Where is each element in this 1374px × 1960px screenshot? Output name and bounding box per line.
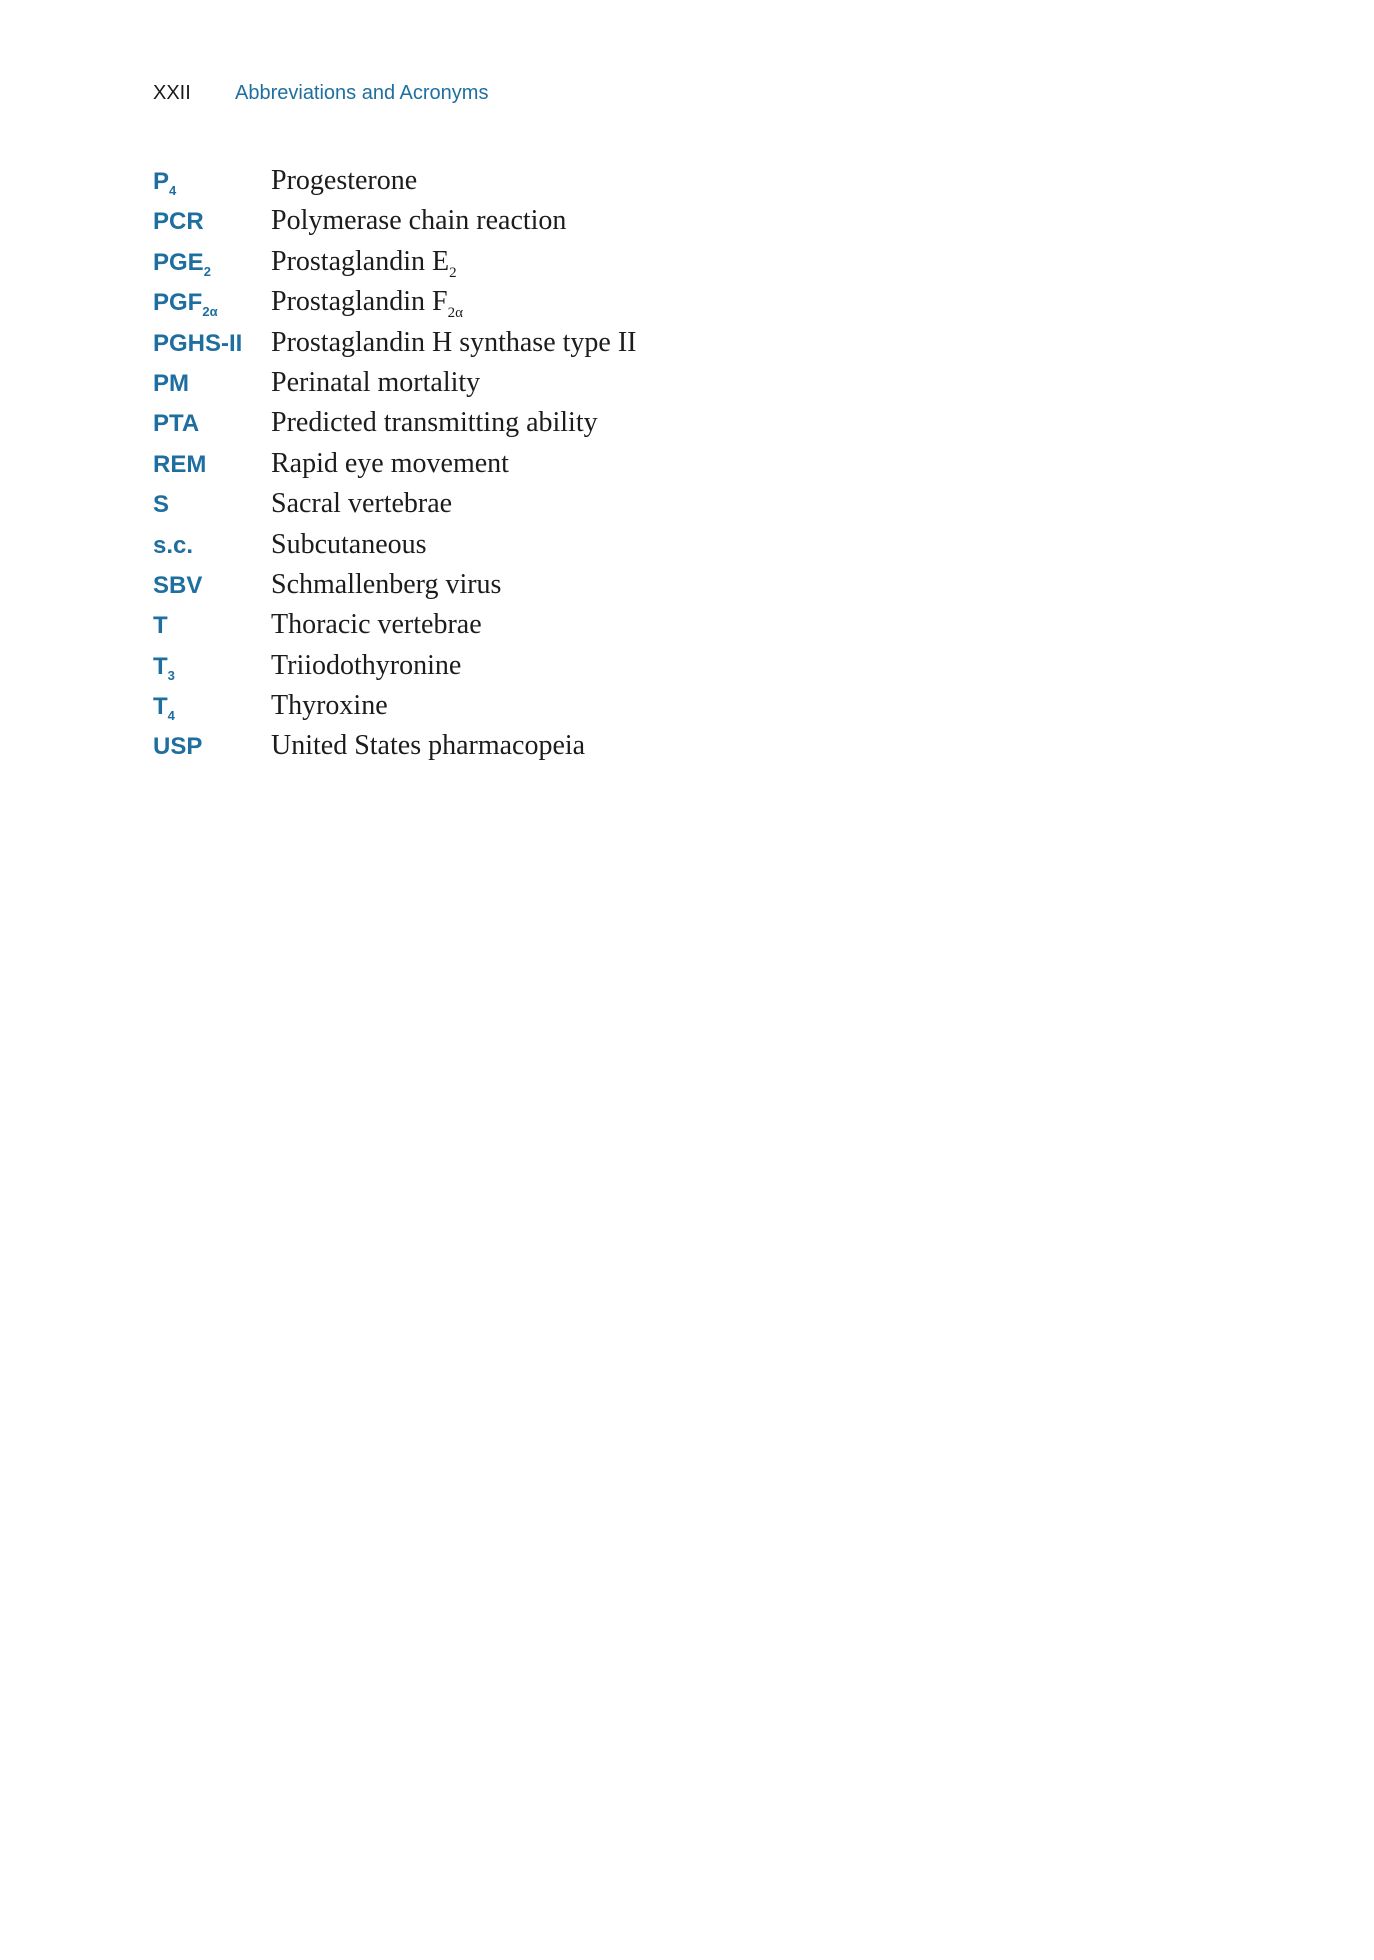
abbreviation-text: PCR	[153, 208, 204, 236]
abbreviation-entry	[153, 405, 913, 445]
definition-text: Triiodothyronine	[271, 649, 462, 681]
abbreviation-text: PGHS-II	[153, 329, 243, 357]
abbreviation-text: SBV	[153, 571, 203, 599]
abbreviation-term	[153, 167, 176, 197]
abbreviation-text: T	[153, 693, 168, 721]
abbreviation-term	[153, 571, 202, 601]
abbreviation-term	[153, 288, 218, 318]
abbreviation-definition	[271, 205, 566, 237]
abbreviation-term	[153, 248, 211, 278]
definition-text: Prostaglandin H synthase type II	[271, 326, 637, 358]
abbreviation-term	[153, 531, 193, 561]
abbreviation-term	[153, 611, 168, 641]
abbreviation-entry	[153, 365, 913, 405]
definition-text: Subcutaneous	[271, 528, 427, 560]
abbreviation-entry	[153, 607, 913, 647]
abbreviation-text: USP	[153, 733, 203, 761]
abbreviation-text: P	[153, 168, 170, 195]
abbreviation-entry	[153, 527, 913, 567]
abbreviation-definition	[271, 327, 637, 359]
definition-subscript: 2α	[447, 305, 463, 322]
definition-text: Progesterone	[271, 165, 418, 196]
abbreviation-definition	[271, 367, 480, 399]
definition-text: Thyroxine	[271, 690, 388, 722]
definition-text: United States pharmacopeia	[271, 730, 586, 762]
abbreviation-subscript: 4	[169, 183, 177, 198]
abbreviation-subscript: 2	[203, 263, 211, 279]
abbreviation-definition	[271, 488, 452, 520]
abbreviation-definition	[271, 529, 427, 561]
definition-text: Predicted transmitting ability	[271, 407, 598, 439]
abbreviation-list	[153, 163, 913, 769]
abbreviation-text: s.c.	[153, 531, 194, 559]
definition-text: Thoracic vertebrae	[271, 609, 482, 641]
abbreviation-term	[153, 207, 204, 237]
abbreviation-entry	[153, 284, 913, 324]
abbreviation-entry	[153, 728, 913, 768]
abbreviation-term	[153, 369, 189, 399]
abbreviation-entry	[153, 688, 913, 728]
abbreviation-text: T	[153, 652, 168, 680]
abbreviation-term	[153, 409, 199, 439]
abbreviation-entry	[153, 244, 913, 284]
definition-text: Perinatal mortality	[271, 366, 481, 398]
abbreviation-definition	[271, 690, 388, 722]
abbreviation-text: PM	[153, 369, 189, 397]
abbreviation-entry	[153, 567, 913, 607]
abbreviation-entry	[153, 486, 913, 526]
abbreviation-term	[153, 450, 206, 480]
abbreviation-subscript: 4	[167, 708, 175, 724]
definition-text: Prostaglandin E	[271, 245, 450, 277]
abbreviation-definition	[271, 407, 598, 439]
abbreviation-definition	[271, 245, 457, 281]
abbreviation-term	[153, 732, 202, 762]
abbreviation-text: S	[153, 491, 170, 519]
abbreviation-definition	[271, 569, 501, 601]
abbreviation-text: PTA	[153, 410, 200, 438]
abbreviation-definition	[271, 650, 461, 682]
abbreviation-term	[153, 692, 175, 722]
abbreviation-text: T	[153, 612, 168, 640]
abbreviation-entry	[153, 325, 913, 365]
abbreviation-definition	[271, 165, 417, 197]
definition-text: Sacral vertebrae	[271, 488, 453, 520]
abbreviation-entry	[153, 203, 913, 243]
abbreviation-term	[153, 490, 169, 520]
definition-text: Schmallenberg virus	[271, 568, 502, 600]
abbreviation-definition	[271, 286, 463, 322]
definition-text: Prostaglandin F	[271, 286, 448, 318]
section-title: Abbreviations and Acronyms	[235, 82, 489, 104]
definition-subscript: 2	[449, 264, 457, 281]
abbreviation-entry	[153, 163, 913, 203]
page-number: XXII	[153, 82, 191, 104]
abbreviation-subscript: 2α	[202, 304, 218, 320]
abbreviation-term	[153, 652, 175, 682]
abbreviation-text: REM	[153, 450, 207, 478]
abbreviation-text: PGF	[153, 289, 203, 317]
abbreviation-term	[153, 329, 242, 359]
definition-text: Polymerase chain reaction	[271, 205, 567, 237]
abbreviation-definition	[271, 730, 585, 762]
abbreviation-entry	[153, 446, 913, 486]
abbreviation-text: PGE	[153, 248, 204, 276]
abbreviation-definition	[271, 609, 482, 641]
abbreviation-subscript: 3	[167, 667, 175, 683]
definition-text: Rapid eye movement	[271, 447, 509, 479]
abbreviation-entry	[153, 648, 913, 688]
abbreviation-definition	[271, 448, 509, 480]
